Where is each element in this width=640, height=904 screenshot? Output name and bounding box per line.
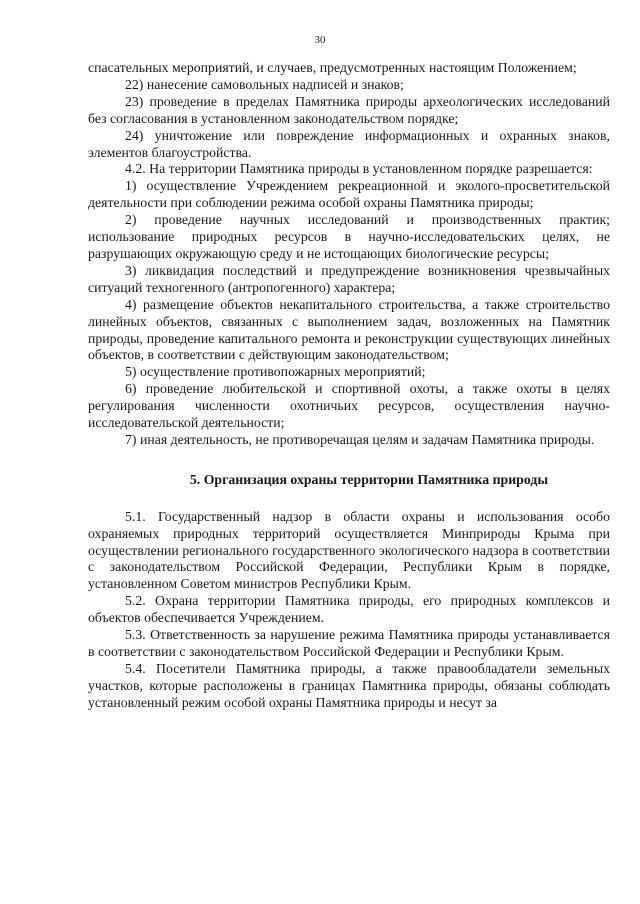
paragraph: 22) нанесение самовольных надписей и знаков; xyxy=(125,76,404,92)
paragraph: 5.3. Ответственность за нарушение режима Памятника природы устанавливается в соответствии с законодательством Российской Федерации и Республики Крым. xyxy=(88,627,610,659)
paragraph: 23) проведение в пределах Памятника природы археологических исследований без согласования в установленном законодательством порядке; xyxy=(88,93,610,126)
paragraph: 5.2. Охрана территории Памятника природы, его природных комплексов и объектов обеспечивается Учреждением. xyxy=(88,593,610,626)
paragraph: 24) уничтожение или повреждение информационных и охранных знаков, элементов благоустройства. xyxy=(88,127,610,160)
paragraph: спасательных мероприятий, и случаев, предусмотренных настоящим Положением; xyxy=(88,60,577,75)
paragraph: 1) осуществление Учреждением рекреационной и эколого-просветительской деятельности при соблюдении режима особой охраны Памятника природы; xyxy=(88,178,610,211)
document-body xyxy=(88,60,610,712)
paragraph: 4) размещение объектов некапитального строительства, а также строительство линейных объектов, связанных с выполнением задач, возложенных на Памятник природы, проведение капитального ремонта и реконструкции существующих линейных объектов, в соответствии с действующим законодательством; xyxy=(88,296,610,363)
paragraph: 4.2. На территории Памятника природы в установленном порядке разрешается: xyxy=(125,161,593,177)
paragraph: 2) проведение научных исследований и производственных практик; использование природных ресурсов в научно-исследовательских целях, не разрушающих окружающую среду и не истощающих биологические ресурсы; xyxy=(88,212,610,261)
paragraph: 5.4. Посетители Памятника природы, а также правообладатели земельных участков, которые расположены в границах Памятника природы, обязаны соблюдать установленный режим особой охраны Памятника природы и несут за xyxy=(88,660,610,710)
paragraph: 7) иная деятельность, не противоречащая целям и задачам Памятника природы. xyxy=(125,431,595,447)
page-number: 30 xyxy=(314,34,326,46)
section-heading: 5. Организация охраны территории Памятника природы xyxy=(189,471,549,487)
paragraph: 3) ликвидация последствий и предупреждение возникновения чрезвычайных ситуаций техногенного (антропогенного) характера; xyxy=(88,262,610,295)
paragraph: 6) проведение любительской и спортивной охоты, а также охоты в целях регулирования численности охотничьих ресурсов, осуществления научно-исследовательской деятельности; xyxy=(88,381,610,431)
paragraph: 5.1. Государственный надзор в области охраны и использования особо охраняемых природных территорий осуществляется Минприроды Крыма при осуществлении регионального государственного экологического надзора в соответствии с законодательством Российской Федерации, Республики Крым в порядке, установленном Советом министров Республики Крым. xyxy=(88,508,610,592)
paragraph: 5) осуществление противопожарных мероприятий; xyxy=(125,364,426,380)
